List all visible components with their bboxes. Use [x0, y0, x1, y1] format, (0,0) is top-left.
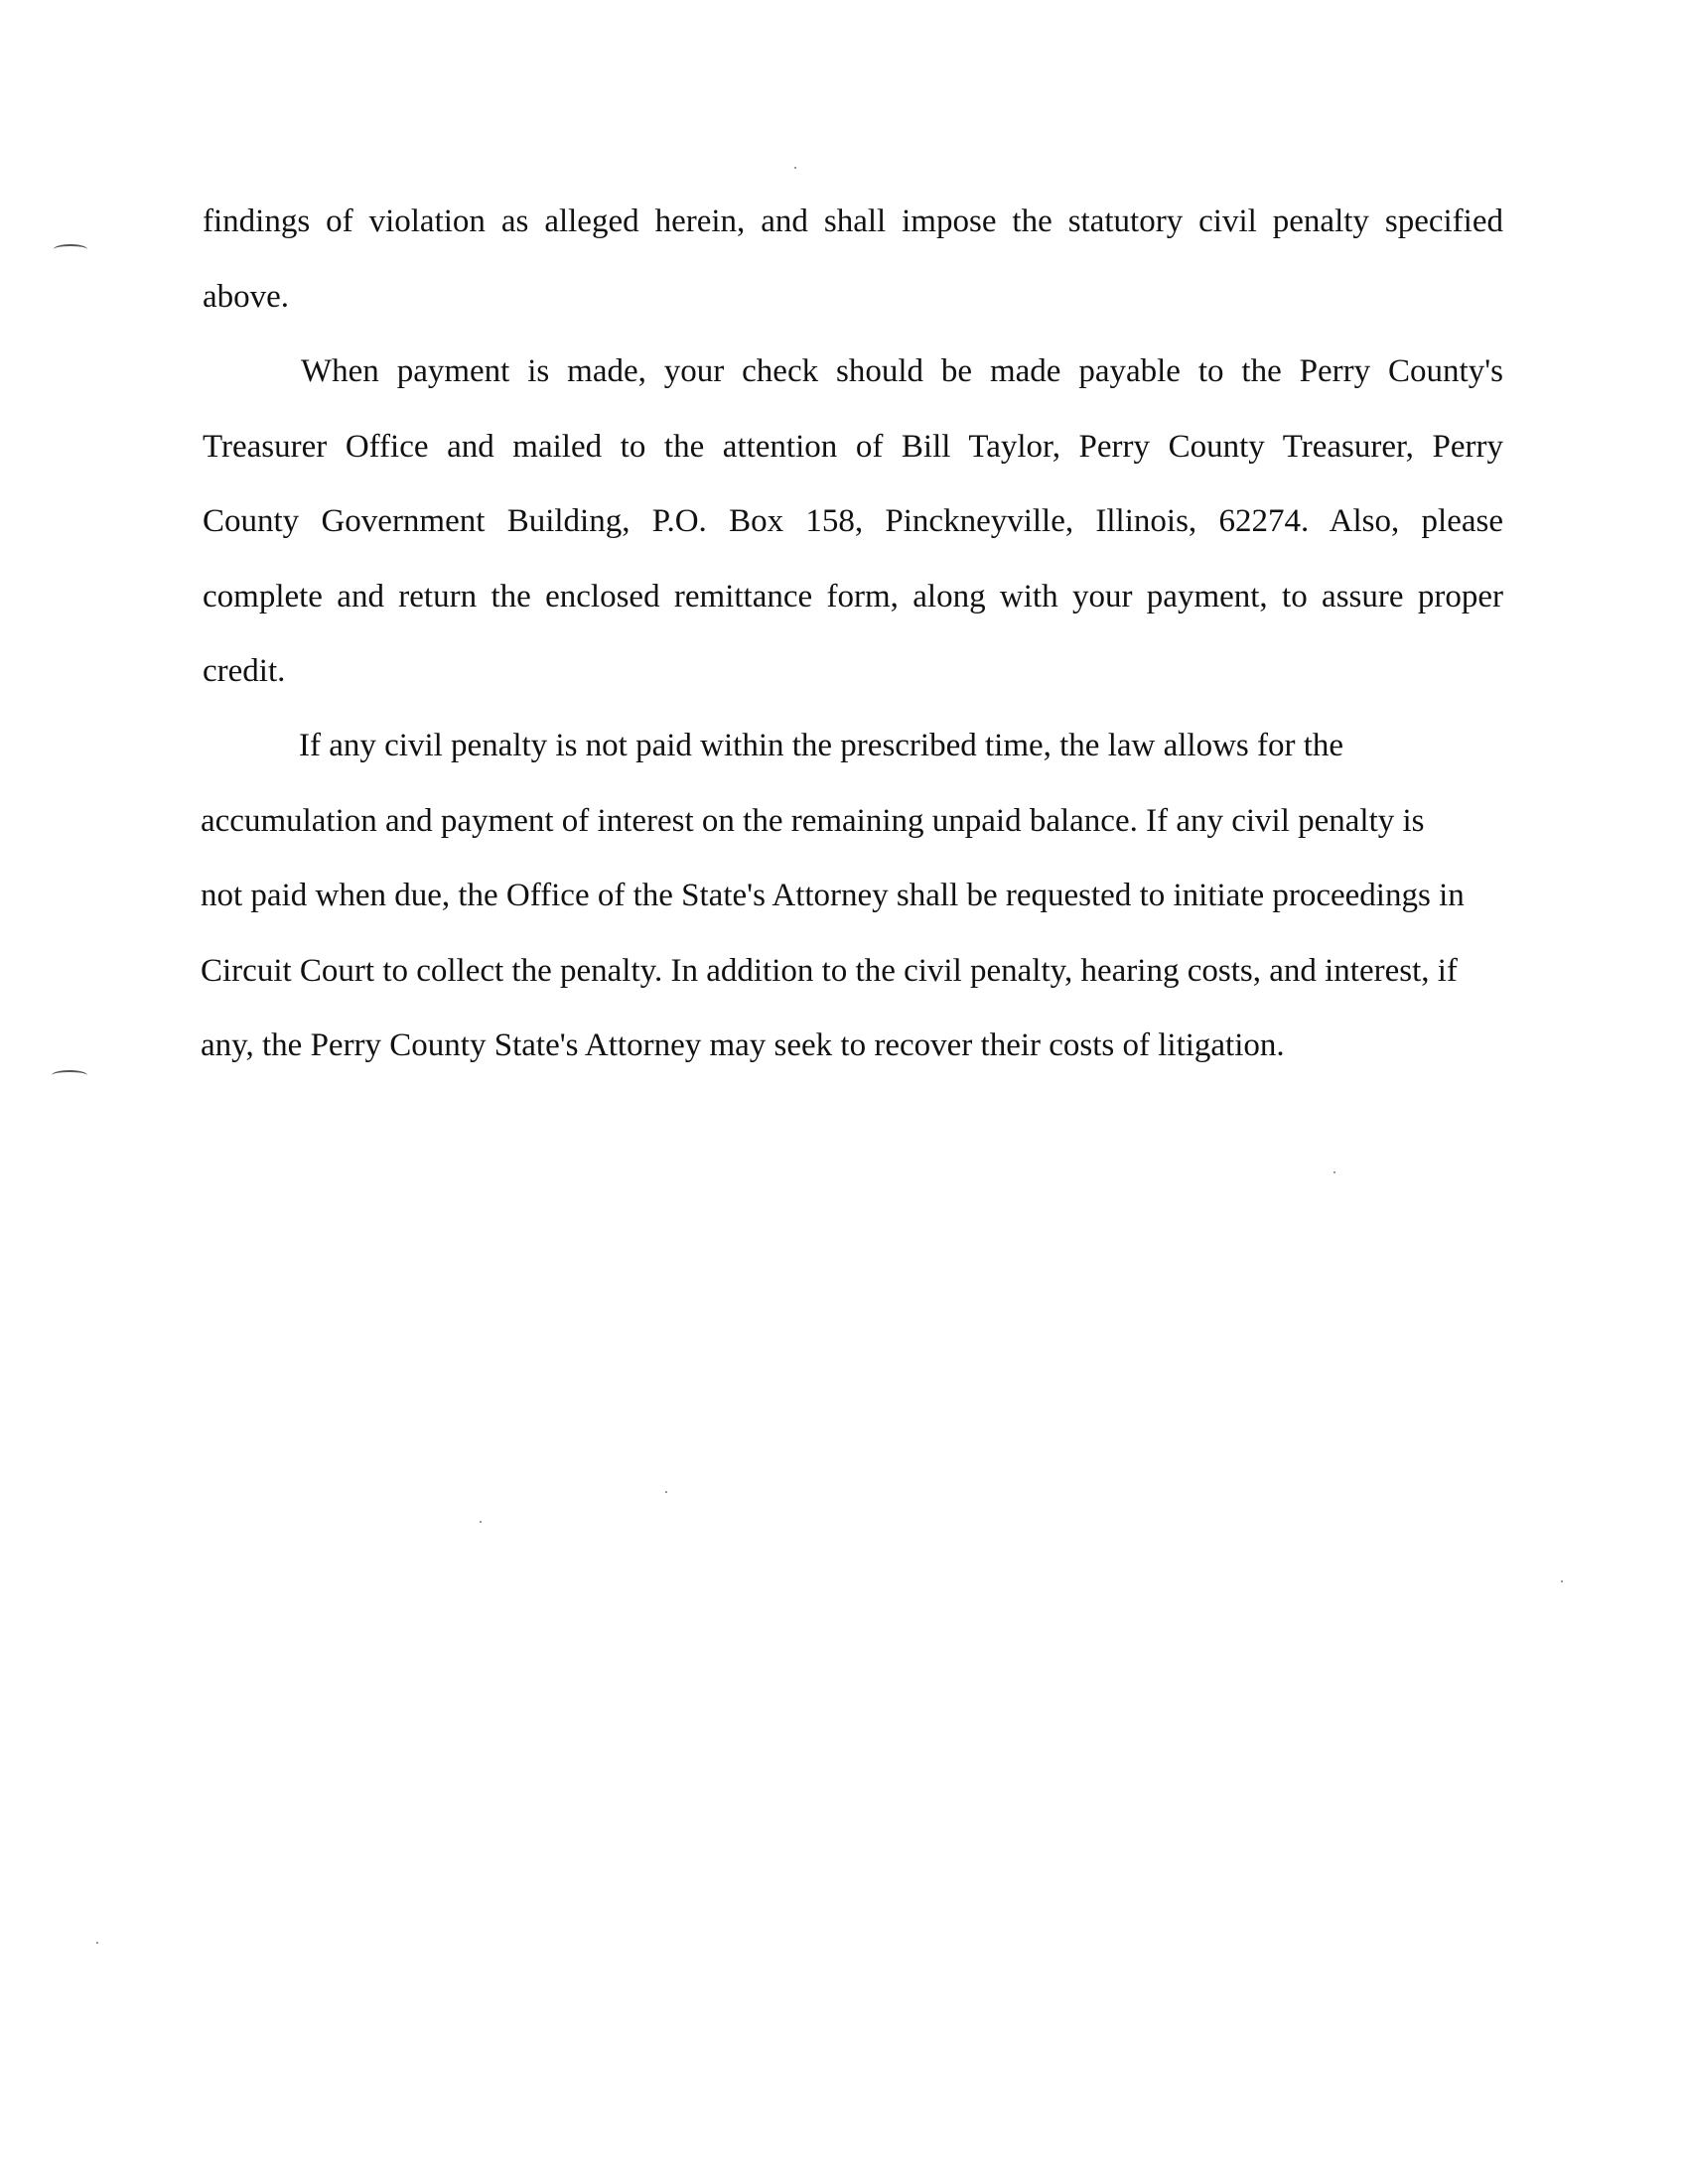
- paragraph-line: When payment is made, your check should be made payable to the Perry County's: [301, 353, 1503, 389]
- scan-dot: [480, 1521, 482, 1523]
- scan-mark: [52, 1070, 87, 1080]
- paragraph-line: Treasurer Office and mailed to the attention of Bill Taylor, Perry County Treasurer, Perry: [203, 428, 1503, 465]
- paragraph-unpaid-penalty: [201, 709, 1491, 1084]
- paragraph-line: any, the Perry County State's Attorney may seek to recover their costs of litigation.: [201, 1027, 1285, 1063]
- scan-dot: [96, 1942, 98, 1944]
- scan-dot: [665, 1491, 667, 1493]
- paragraph-line: findings of violation as alleged herein, and shall impose the statutory civil penalty specified: [203, 204, 1503, 239]
- paragraph-payment-instructions: [203, 335, 1503, 710]
- scan-dot: [794, 167, 796, 169]
- paragraph-line: complete and return the enclosed remittance form, along with your payment, to assure proper: [203, 578, 1503, 614]
- paragraph-line: Circuit Court to collect the penalty. In addition to the civil penalty, hearing costs, and interest, if: [201, 952, 1458, 989]
- scan-mark: [54, 244, 87, 254]
- paragraph-line: credit.: [203, 653, 286, 689]
- paragraph-line: County Government Building, P.O. Box 158, Pinckneyville, Illinois, 62274. Also, please: [203, 503, 1503, 539]
- scan-dot: [1561, 1580, 1563, 1582]
- scan-dot: [1333, 1171, 1335, 1173]
- paragraph-line: If any civil penalty is not paid within the prescribed time, the law allows for the: [299, 728, 1344, 763]
- paragraph-findings: [203, 185, 1503, 335]
- paragraph-line: above.: [203, 278, 290, 315]
- paragraph-line: accumulation and payment of interest on the remaining unpaid balance. If any civil penalty is: [201, 802, 1425, 839]
- paragraph-line: not paid when due, the Office of the State's Attorney shall be requested to initiate proceedings in: [201, 878, 1465, 913]
